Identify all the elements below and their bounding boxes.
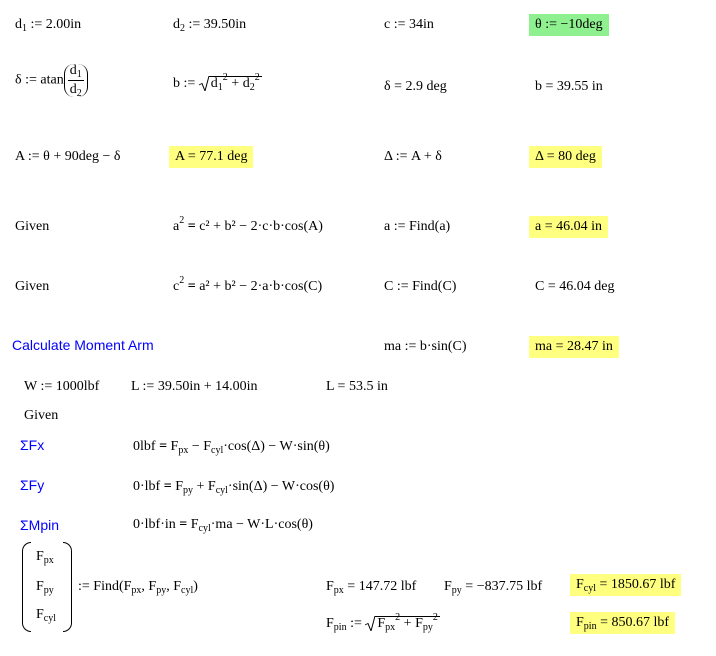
atan-function: atan <box>40 72 64 88</box>
Fcyl-value: 1850.67 lbf <box>610 577 676 592</box>
Fpin-value: 850.67 lbf <box>611 615 670 630</box>
vector-Fpy: $F_{py}$ <box>36 579 54 596</box>
law-of-cosines-a: $a^2 = c^2 + b^2 - 2\cdot c\cdot b\cdot\cos(A)$ <box>173 215 323 234</box>
Delta-expression: A + δ <box>411 149 442 164</box>
ma-value: 28.47 in <box>567 339 613 354</box>
Delta-definition: Δ := A + δ <box>384 149 442 164</box>
left-bracket <box>22 542 31 632</box>
a-value: 46.04 in <box>556 219 602 234</box>
C-value: 46.04 deg <box>559 279 615 294</box>
a-result: a = 46.04 in <box>529 216 608 238</box>
b-result: b = 39.55 in <box>535 79 603 94</box>
find-a: Find(a) <box>409 219 451 234</box>
C-result: C = 46.04 deg <box>535 279 615 294</box>
Fcyl-result: $F_{cyl} = 1850.67$ lbf <box>570 574 681 596</box>
d1-definition: $d_1$ := 2.00in <box>15 17 82 34</box>
find-forces: := $Find(F_{px}$, $F_{py}$, $F_{cyl}$) <box>78 579 198 596</box>
delta-result: δ = 2.9 deg <box>384 79 447 94</box>
Delta-value: 80 deg <box>558 149 596 164</box>
Fpx-value: 147.72 lbf <box>358 579 417 594</box>
Fpx-result: $F_{px} = 147.72$ lbf <box>326 579 417 596</box>
W-value: 1000lbf <box>55 379 100 394</box>
sum-fy-label: ΣFy <box>20 477 45 493</box>
Delta-result: Δ = 80 deg <box>529 146 602 168</box>
d2-value: 39.50in <box>203 17 247 32</box>
vector-Fpx: $F_{px}$ <box>36 549 54 566</box>
Fpy-value: −837.75 lbf <box>476 579 543 594</box>
L-definition: L := 39.50in + 14.00in <box>131 379 258 394</box>
L-value: 53.5 in <box>348 379 388 394</box>
d1-value: 2.00in <box>45 17 82 32</box>
delta-value: 2.9 deg <box>405 79 447 94</box>
moment-arm-heading: Calculate Moment Arm <box>12 337 154 353</box>
sum-mpin-label: ΣMpin <box>20 517 59 533</box>
find-C: Find(C) <box>412 279 457 294</box>
Fpy-result: $F_{py} = -837.75$ lbf <box>444 579 543 596</box>
delta-definition: δ := atan $\frac{d_1}{d_2}$ <box>15 64 88 97</box>
c-value: 34in <box>409 17 434 32</box>
ma-expression: b·sin(C) <box>419 339 467 354</box>
a-find: a := Find(a) <box>384 219 451 234</box>
sum-fx-equation: $0lbf = F_{px} - F_{cyl}\cdot\cos(\Delta) - W\cdot\sin(\theta)$ <box>133 439 330 456</box>
A-value: 77.1 deg <box>199 149 248 164</box>
theta-value: −10deg <box>560 17 603 32</box>
Fpin-definition: $F_{pin}$ := $F_{px}^2 + F_{py}^2$ <box>326 612 438 633</box>
A-expression: θ + 90deg − δ <box>43 149 121 164</box>
vector-Fcyl: $F_{cyl}$ <box>36 607 57 624</box>
given-block-3: Given <box>24 408 59 423</box>
law-of-cosines-a-rhs: c² + b² − 2·c·b·cos(A) <box>199 219 323 234</box>
sum-fx-label: ΣFx <box>20 437 45 453</box>
b-definition: b := $d_1^2 + d_2^2$ <box>173 72 260 93</box>
given-block-1: Given <box>15 219 50 234</box>
theta-definition: θ := −10deg <box>529 14 609 36</box>
A-definition: A := θ + 90deg − δ <box>15 149 121 164</box>
law-of-cosines-c: $c^2 = a^2 + b^2 - 2\cdot a\cdot b\cdot\cos(C)$ <box>173 275 323 294</box>
sum-mpin-equation: $0\cdot lbf\cdot in = F_{cyl}\cdot ma - W\cdot L\cdot\cos(\theta)$ <box>133 517 313 534</box>
law-of-cosines-c-rhs: a² + b² − 2·a·b·cos(C) <box>199 279 323 294</box>
b-value: 39.55 in <box>556 79 603 94</box>
ma-definition: ma := b·sin(C) <box>384 339 467 354</box>
d2-definition: $d_2$ := 39.50in <box>173 17 247 34</box>
A-result: A = 77.1 deg <box>169 146 253 168</box>
W-definition: W := 1000lbf <box>24 379 100 394</box>
unknowns-vector <box>22 542 72 630</box>
ma-result: ma = 28.47 in <box>529 336 619 358</box>
c-definition: c := 34in <box>384 17 434 32</box>
C-find: C := Find(C) <box>384 279 457 294</box>
sum-fy-equation: $0\cdot lbf = F_{py} + F_{cyl}\cdot\sin(\Delta) - W\cdot\cos(\theta)$ <box>133 479 335 496</box>
right-bracket <box>63 542 72 632</box>
L-expression: 39.50in + 14.00in <box>157 379 258 394</box>
given-block-2: Given <box>15 279 50 294</box>
Fpin-result: $F_{pin} = 850.67$ lbf <box>570 612 675 634</box>
L-result: L = 53.5 in <box>326 379 388 394</box>
